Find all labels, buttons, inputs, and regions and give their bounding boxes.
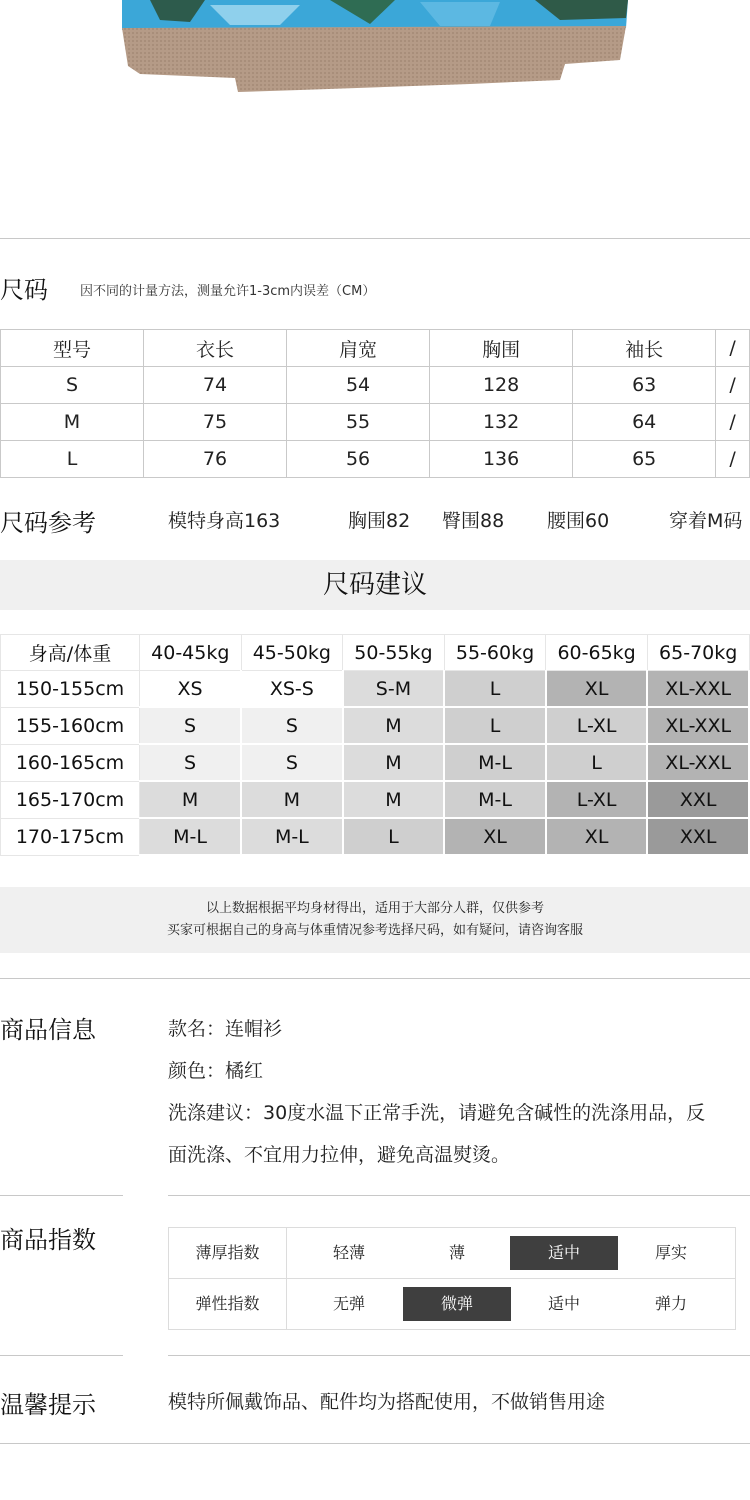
advice-header-cell: 65-70kg bbox=[647, 635, 749, 671]
advice-header-row bbox=[1, 635, 750, 671]
advice-row bbox=[1, 707, 750, 744]
advice-cell: XL bbox=[546, 671, 648, 708]
size-table-header bbox=[1, 330, 750, 367]
divider bbox=[168, 1355, 750, 1356]
model-chest: 胸围82 bbox=[348, 510, 411, 532]
model-hip: 臀围88 bbox=[442, 510, 505, 532]
tips-text: 模特所佩戴饰品、配件均为搭配使用，不做销售用途 bbox=[168, 1391, 606, 1413]
size-cell: L bbox=[1, 441, 144, 478]
advice-cell: L-XL bbox=[546, 781, 648, 818]
size-table-row bbox=[1, 404, 750, 441]
product-name: 款名：连帽衫 bbox=[168, 1018, 283, 1040]
advice-cell: XS-S bbox=[241, 671, 343, 708]
size-cell: 56 bbox=[287, 441, 430, 478]
size-cell: S bbox=[1, 367, 144, 404]
size-table bbox=[0, 329, 750, 478]
advice-height-cell: 160-165cm bbox=[1, 744, 140, 781]
elasticity-option-selected: 微弹 bbox=[403, 1287, 511, 1321]
advice-cell: XXL bbox=[647, 781, 749, 818]
wash-advice-line: 洗涤建议：30度水温下正常手洗，请避免含碱性的洗涤用品，反 bbox=[168, 1102, 706, 1124]
size-cell: 75 bbox=[143, 404, 286, 441]
advice-cell: L-XL bbox=[546, 707, 648, 744]
advice-cell: S bbox=[241, 744, 343, 781]
size-cell: 63 bbox=[573, 367, 716, 404]
advice-cell: M bbox=[343, 781, 445, 818]
size-cell: 76 bbox=[143, 441, 286, 478]
advice-row bbox=[1, 744, 750, 781]
advice-cell: XL-XXL bbox=[647, 707, 749, 744]
size-reference-title: 尺码参考 bbox=[0, 509, 96, 537]
advice-cell: XXL bbox=[647, 818, 749, 855]
advice-height-cell: 155-160cm bbox=[1, 707, 140, 744]
advice-header-cell: 60-65kg bbox=[546, 635, 648, 671]
size-table-row bbox=[1, 367, 750, 404]
elasticity-index-row bbox=[168, 1278, 736, 1330]
advice-cell: M bbox=[140, 781, 242, 818]
advice-cell: L bbox=[546, 744, 648, 781]
thickness-option: 轻薄 bbox=[332, 1243, 365, 1262]
thickness-option-selected: 适中 bbox=[510, 1236, 618, 1270]
divider bbox=[0, 1443, 750, 1444]
advice-cell: XL bbox=[546, 818, 648, 855]
thickness-option: 厚实 bbox=[654, 1243, 687, 1262]
divider bbox=[0, 1355, 123, 1356]
size-table-row bbox=[1, 441, 750, 478]
advice-cell: S bbox=[140, 707, 242, 744]
divider bbox=[0, 238, 750, 239]
size-cell: 55 bbox=[287, 404, 430, 441]
advice-cell: L bbox=[343, 818, 445, 855]
size-header-cell: 胸围 bbox=[430, 330, 573, 367]
advice-cell: L bbox=[444, 707, 546, 744]
advice-row bbox=[1, 671, 750, 708]
advice-height-cell: 170-175cm bbox=[1, 818, 140, 855]
size-header-cell: 衣长 bbox=[143, 330, 286, 367]
advice-cell: XL-XXL bbox=[647, 744, 749, 781]
advice-cell: M-L bbox=[140, 818, 242, 855]
advice-cell: M bbox=[241, 781, 343, 818]
advice-cell: M bbox=[343, 744, 445, 781]
size-header-cell: 型号 bbox=[1, 330, 144, 367]
advice-cell: XS bbox=[140, 671, 242, 708]
advice-header-cell: 身高/体重 bbox=[1, 635, 140, 671]
product-index-title: 商品指数 bbox=[0, 1226, 96, 1254]
size-cell: 128 bbox=[430, 367, 573, 404]
size-advice-table bbox=[0, 634, 750, 856]
size-cell: / bbox=[716, 367, 750, 404]
wash-advice-line: 面洗涤、不宜用力拉伸，避免高温熨烫。 bbox=[168, 1144, 511, 1166]
elasticity-option: 无弹 bbox=[332, 1294, 365, 1313]
advice-cell: S bbox=[241, 707, 343, 744]
divider bbox=[168, 1195, 750, 1196]
tips-title: 温馨提示 bbox=[0, 1391, 96, 1419]
size-cell: / bbox=[716, 441, 750, 478]
size-header-cell: / bbox=[716, 330, 750, 367]
size-advice-note bbox=[0, 887, 750, 953]
model-height: 模特身高163 bbox=[168, 510, 281, 532]
product-info-title: 商品信息 bbox=[0, 1016, 96, 1044]
advice-cell: M-L bbox=[241, 818, 343, 855]
size-cell: / bbox=[716, 404, 750, 441]
size-header-cell: 袖长 bbox=[573, 330, 716, 367]
model-waist: 腰围60 bbox=[547, 510, 610, 532]
advice-cell: S bbox=[140, 744, 242, 781]
advice-header-cell: 50-55kg bbox=[343, 635, 445, 671]
advice-cell: XL bbox=[444, 818, 546, 855]
advice-header-cell: 55-60kg bbox=[444, 635, 546, 671]
product-color: 颜色：橘红 bbox=[168, 1060, 264, 1082]
size-cell: 74 bbox=[143, 367, 286, 404]
size-header-cell: 肩宽 bbox=[287, 330, 430, 367]
advice-row bbox=[1, 781, 750, 818]
advice-cell: M-L bbox=[444, 744, 546, 781]
advice-header-cell: 45-50kg bbox=[241, 635, 343, 671]
thickness-option: 薄 bbox=[448, 1243, 465, 1262]
size-cell: 132 bbox=[430, 404, 573, 441]
thickness-index-row bbox=[168, 1227, 736, 1279]
note-line: 以上数据根据平均身材得出，适用于大部分人群，仅供参考 bbox=[205, 901, 544, 916]
size-advice-title: 尺码建议 bbox=[0, 560, 750, 610]
size-cell: 136 bbox=[430, 441, 573, 478]
advice-cell: M-L bbox=[444, 781, 546, 818]
elasticity-index-label: 弹性指数 bbox=[169, 1279, 287, 1329]
size-cell: 64 bbox=[573, 404, 716, 441]
advice-header-cell: 40-45kg bbox=[140, 635, 242, 671]
divider bbox=[0, 978, 750, 979]
advice-row bbox=[1, 818, 750, 855]
size-measure-note: 因不同的计量方法，测量允许1-3cm内误差（CM） bbox=[80, 284, 376, 299]
divider bbox=[0, 1195, 123, 1196]
size-section-title: 尺码 bbox=[0, 276, 48, 304]
thickness-index-label: 薄厚指数 bbox=[169, 1228, 287, 1278]
elasticity-option: 适中 bbox=[547, 1294, 580, 1313]
advice-cell: XL-XXL bbox=[647, 671, 749, 708]
elasticity-option: 弹力 bbox=[654, 1294, 687, 1313]
advice-height-cell: 150-155cm bbox=[1, 671, 140, 708]
advice-cell: L bbox=[444, 671, 546, 708]
advice-cell: M bbox=[343, 707, 445, 744]
advice-cell: S-M bbox=[343, 671, 445, 708]
product-image bbox=[0, 0, 750, 100]
size-cell: 54 bbox=[287, 367, 430, 404]
note-line: 买家可根据自己的身高与体重情况参考选择尺码，如有疑问，请咨询客服 bbox=[166, 923, 583, 938]
size-cell: 65 bbox=[573, 441, 716, 478]
size-cell: M bbox=[1, 404, 144, 441]
model-size-worn: 穿着M码 bbox=[669, 510, 743, 532]
advice-height-cell: 165-170cm bbox=[1, 781, 140, 818]
